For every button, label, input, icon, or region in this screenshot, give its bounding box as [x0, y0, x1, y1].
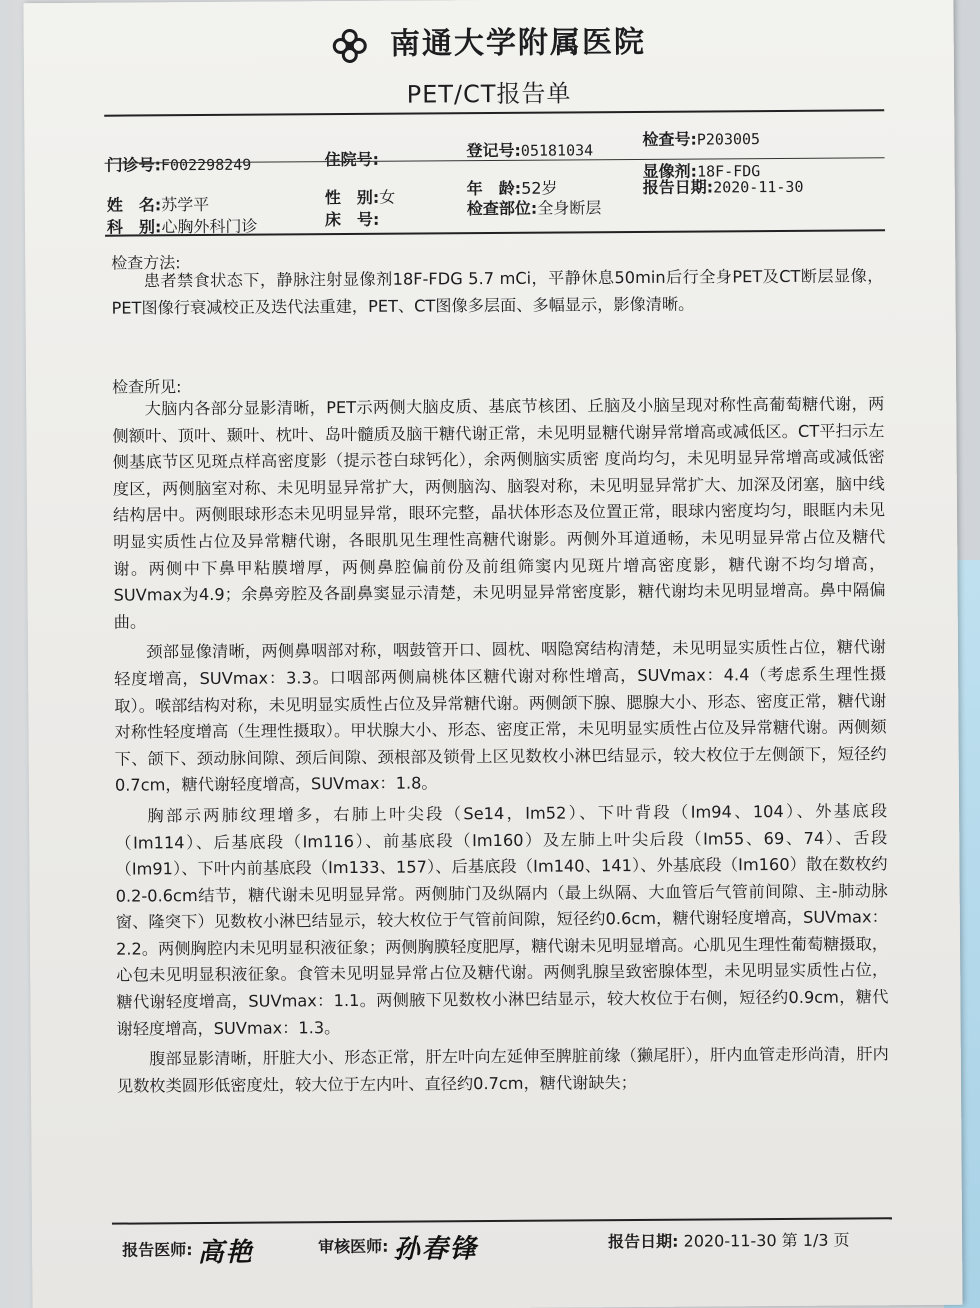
method-body — [111, 263, 883, 326]
outpatient-no-field: 门诊号:F002298249 — [106, 155, 252, 175]
agent-field: 显像剂:18F-FDG — [642, 161, 761, 181]
findings-paragraph-head: 大脑内各部分显影清晰，PET示两侧大脑皮质、基底节核团、丘脑及小脑呈现对称性高葡萄糖代谢，两侧额叶、顶叶、颞叶、枕叶、岛叶髓质及脑干糖代谢正常，未见明显糖代谢异常增高或减低区。CT平扫示左侧基底节区见斑点样高密度影（提示苍白球钙化），余两侧脑实质密 度尚均匀，未见明显异常增高或减低密度区，两侧脑室对称、未见明显异常扩大，两侧脑沟、脑裂对称，未见明显异常扩大、加深及闭塞，脑中线结构居中。两侧眼球形态未见明显异常，眼环完整，晶状体形态及位置正常，眼球内密度均匀，眼眶内未见明显实质性占位及异常糖代谢，各眼肌见生理性高糖代谢影。两侧外耳道通畅，未见明显异常占位及糖代谢。两侧中下鼻甲粘膜增厚，两侧鼻腔偏前份及前组筛窦内见斑片增高密度影，糖代谢不均匀增高，SUVmax为4.9；余鼻旁腔及各副鼻窦显示清楚，未见明显异常密度影，糖代谢均未见明显增高。鼻中隔偏曲。 — [112, 394, 886, 632]
method-title: 检查方法: — [111, 253, 181, 273]
hospital-header — [24, 15, 954, 66]
reviewing-doctor-signature: 孙春锋 — [393, 1234, 478, 1265]
report-title: PET/CT报告单 — [406, 79, 572, 109]
age-field: 年 龄:52岁 — [466, 178, 558, 199]
name-field: 姓 名:苏学平 — [106, 194, 210, 215]
hospital-cross-logo-icon — [331, 27, 367, 63]
department-field: 科 别:心胸外科门诊 — [106, 216, 258, 237]
reporting-doctor-signature: 高艳 — [197, 1237, 254, 1269]
reporting-doctor: 报告医师: 高艳 — [122, 1232, 254, 1270]
report-date-field: 报告日期:2020-11-30 — [642, 177, 804, 197]
findings-paragraph-chest: 胸部示两肺纹理增多，右肺上叶尖段（Se14，Im52）、下叶背段（Im94、104）、外基底段（Im114）、后基底段（Im116）、前基底段（Im160）及左肺上叶尖后段（Im55、69、74）、舌段（Im91）、下叶内前基底段（Im133、157）、后基底段（Im140、141）、外基底段（Im160）散在数枚约0.2-0.6cm结节，糖代谢未见明显异常。两侧肺门及纵隔内（最上纵隔、大血管后气管前间隙、主-肺动脉窗、隆突下）见数枚小淋巴结显示，较大枚位于气管前间隙，短径约0.6cm，糖代谢轻度增高，SUVmax：2.2。两侧胸腔内未见明显积液征象；两侧胸膜轻度肥厚，糖代谢未见明显增高。心肌见生理性葡萄糖摄取，心包未见明显积液征象。食管未见明显异常占位及糖代谢。两侧乳腺呈致密腺体型，未见明显实质性占位，糖代谢轻度增高，SUVmax：1.1。两侧腋下见数枚小淋巴结显示，较大枚位于右侧，短径约0.9cm，糖代谢轻度增高，SUVmax：1.3。 — [115, 801, 889, 1039]
findings-paragraph-neck: 颈部显像清晰，两侧鼻咽部对称，咽鼓管开口、圆枕、咽隐窝结构清楚，未见明显实质性占位，糖代谢轻度增高，SUVmax：3.3。口咽部两侧扁桃体区糖代谢对称性增高，SUVmax：4.4（考虑系生理性摄取）。喉部结构对称，未见明显实质性占位及异常糖代谢。两侧颌下腺、腮腺大小、形态、密度正常，糖代谢对称性轻度增高（生理性摄取）。甲状腺大小、形态、密度正常，未见明显实质性占位及异常糖代谢。两侧颏下、颌下、颈动脉间隙、颈后间隙、颈根部及锁骨上区见数枚小淋巴结显示，较大枚位于左侧颌下，短径约0.7cm，糖代谢轻度增高，SUVmax：1.8。 — [114, 637, 887, 795]
exam-site-field: 检查部位:全身断层 — [466, 198, 602, 219]
bed-field: 床 号: — [324, 209, 380, 230]
registration-no-field: 登记号:05181034 — [466, 140, 594, 161]
page-number: 第 1/3 页 — [781, 1230, 850, 1250]
footer-rule — [112, 1217, 892, 1224]
findings-body — [112, 391, 889, 1104]
hospital-name: 南通大学附属医院 — [389, 24, 647, 62]
method-paragraph: 患者禁食状态下，静脉注射显像剂18F-FDG 5.7 mCi，平静休息50min后行全身PET及CT断层显像，PET图像行衰减校正及迭代法重建，PET、CT图像多层面、多幅显示，影像清晰。 — [111, 266, 884, 318]
reviewing-doctor: 审核医师: 孙春锋 — [318, 1228, 478, 1266]
report-sheet — [23, 0, 962, 1308]
findings-title: 检查所见: — [112, 377, 182, 397]
findings-paragraph-abdomen: 腹部显影清晰，肝脏大小、形态正常，肝左叶向左延伸至脾脏前缘（獭尾肝），肝内血管走形尚清，肝内见数枚类圆形低密度灶，较大位于左内叶、直径约0.7cm，糖代谢缺失； — [116, 1044, 889, 1096]
sex-field: 性 别:女 — [324, 187, 396, 208]
inpatient-no-field: 住院号: — [324, 149, 380, 170]
exam-no-field: 检查号:P203005 — [642, 129, 761, 149]
footer-report-date: 报告日期: 2020-11-30 第 1/3 页 — [608, 1230, 850, 1252]
